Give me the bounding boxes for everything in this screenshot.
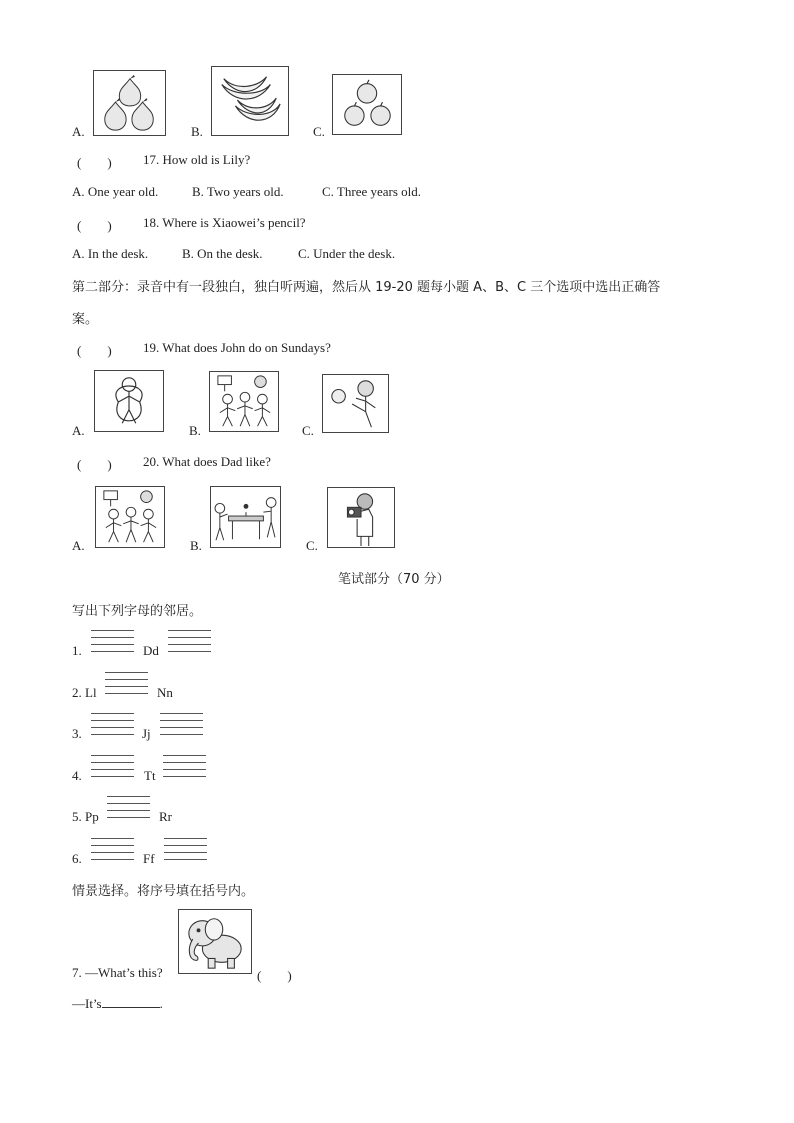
q17-option-c: C. Three years old. xyxy=(322,184,422,199)
letter-row-1-number: 1. xyxy=(72,643,82,658)
q20-option-b-letter: B. xyxy=(190,538,202,553)
letter-row-5-number: 5. Pp xyxy=(72,809,99,824)
letter-row-1-blank-left[interactable] xyxy=(91,630,134,652)
basketball-icon xyxy=(95,486,165,548)
written-part-title: 笔试部分（70 分） xyxy=(338,572,450,587)
letter-row-5-given: Rr xyxy=(159,809,172,824)
letter-row-2-number: 2. Ll xyxy=(72,685,97,700)
q20-option-c-letter: C. xyxy=(306,538,318,553)
elephant-icon xyxy=(178,909,252,974)
letter-row-2-given: Nn xyxy=(157,685,173,700)
q20-answer-paren[interactable]: ( ) xyxy=(77,457,112,472)
q16-option-a-letter: A. xyxy=(72,124,85,139)
q20-question: 20. What does Dad like? xyxy=(143,454,271,469)
letter-row-1-given: Dd xyxy=(143,643,159,658)
q17-option-b: B. Two years old. xyxy=(192,184,284,199)
q20-option-a-letter: A. xyxy=(72,538,85,553)
q17-question: 17. How old is Lily? xyxy=(143,152,251,167)
football-icon xyxy=(322,374,389,433)
letter-row-5-blank[interactable] xyxy=(107,796,150,818)
bananas-icon xyxy=(211,66,289,136)
q19-answer-paren[interactable]: ( ) xyxy=(77,343,112,358)
letter-row-4-given: Tt xyxy=(144,768,156,783)
part2-instruction-line2: 案。 xyxy=(72,312,99,327)
letter-row-3-blank-left[interactable] xyxy=(91,713,134,735)
letter-row-4-number: 4. xyxy=(72,768,82,783)
q16-option-b-letter: B. xyxy=(191,124,203,139)
q18-answer-paren[interactable]: ( ) xyxy=(77,218,112,233)
q18-option-b: B. On the desk. xyxy=(182,246,263,261)
q7-answer-prefix: —It’s xyxy=(72,996,102,1011)
letter-row-6-given: Ff xyxy=(143,851,155,866)
letter-row-6-blank-left[interactable] xyxy=(91,838,134,860)
jump-rope-icon xyxy=(94,370,164,432)
section2-title: 情景选择。将序号填在括号内。 xyxy=(72,884,255,899)
q7-answer-suffix: . xyxy=(159,996,163,1011)
q7-answer-line xyxy=(72,995,163,1012)
q7-answer-paren[interactable]: ( ) xyxy=(257,968,292,983)
letter-row-3-given: Jj xyxy=(142,726,151,741)
letter-row-4-blank-left[interactable] xyxy=(91,755,134,777)
letter-row-3-number: 3. xyxy=(72,726,82,741)
part2-instruction-line1: 第二部分：录音中有一段独白，独白听两遍，然后从 19-20 题每小题 A、B、C 三个选项中选出正确答 xyxy=(72,280,661,295)
q16-option-c-letter: C. xyxy=(313,124,325,139)
letter-row-6-number: 6. xyxy=(72,851,82,866)
q18-question: 18. Where is Xiaowei’s pencil? xyxy=(143,215,306,230)
q19-option-c-letter: C. xyxy=(302,423,314,438)
ping-pong-icon xyxy=(210,486,281,548)
letter-row-6-blank-right[interactable] xyxy=(164,838,207,860)
letter-row-3-blank-right[interactable] xyxy=(160,713,203,735)
letter-row-1-blank-right[interactable] xyxy=(168,630,211,652)
q19-option-a-letter: A. xyxy=(72,423,85,438)
q18-option-a: A. In the desk. xyxy=(72,246,149,261)
q7-answer-blank[interactable] xyxy=(102,995,160,1008)
camera-icon xyxy=(327,487,395,548)
q17-answer-paren[interactable]: ( ) xyxy=(77,155,112,170)
letter-row-2-blank[interactable] xyxy=(105,672,148,694)
q7-question: 7. —What’s this? xyxy=(72,965,163,980)
apples-icon xyxy=(332,74,402,135)
q17-option-a: A. One year old. xyxy=(72,184,159,199)
q19-option-b-letter: B. xyxy=(189,423,201,438)
q19-question: 19. What does John do on Sundays? xyxy=(143,340,331,355)
section1-title: 写出下列字母的邻居。 xyxy=(72,604,203,619)
basketball-icon xyxy=(209,371,279,432)
letter-row-4-blank-right[interactable] xyxy=(163,755,206,777)
q18-option-c: C. Under the desk. xyxy=(298,246,396,261)
pears-icon xyxy=(93,70,166,136)
